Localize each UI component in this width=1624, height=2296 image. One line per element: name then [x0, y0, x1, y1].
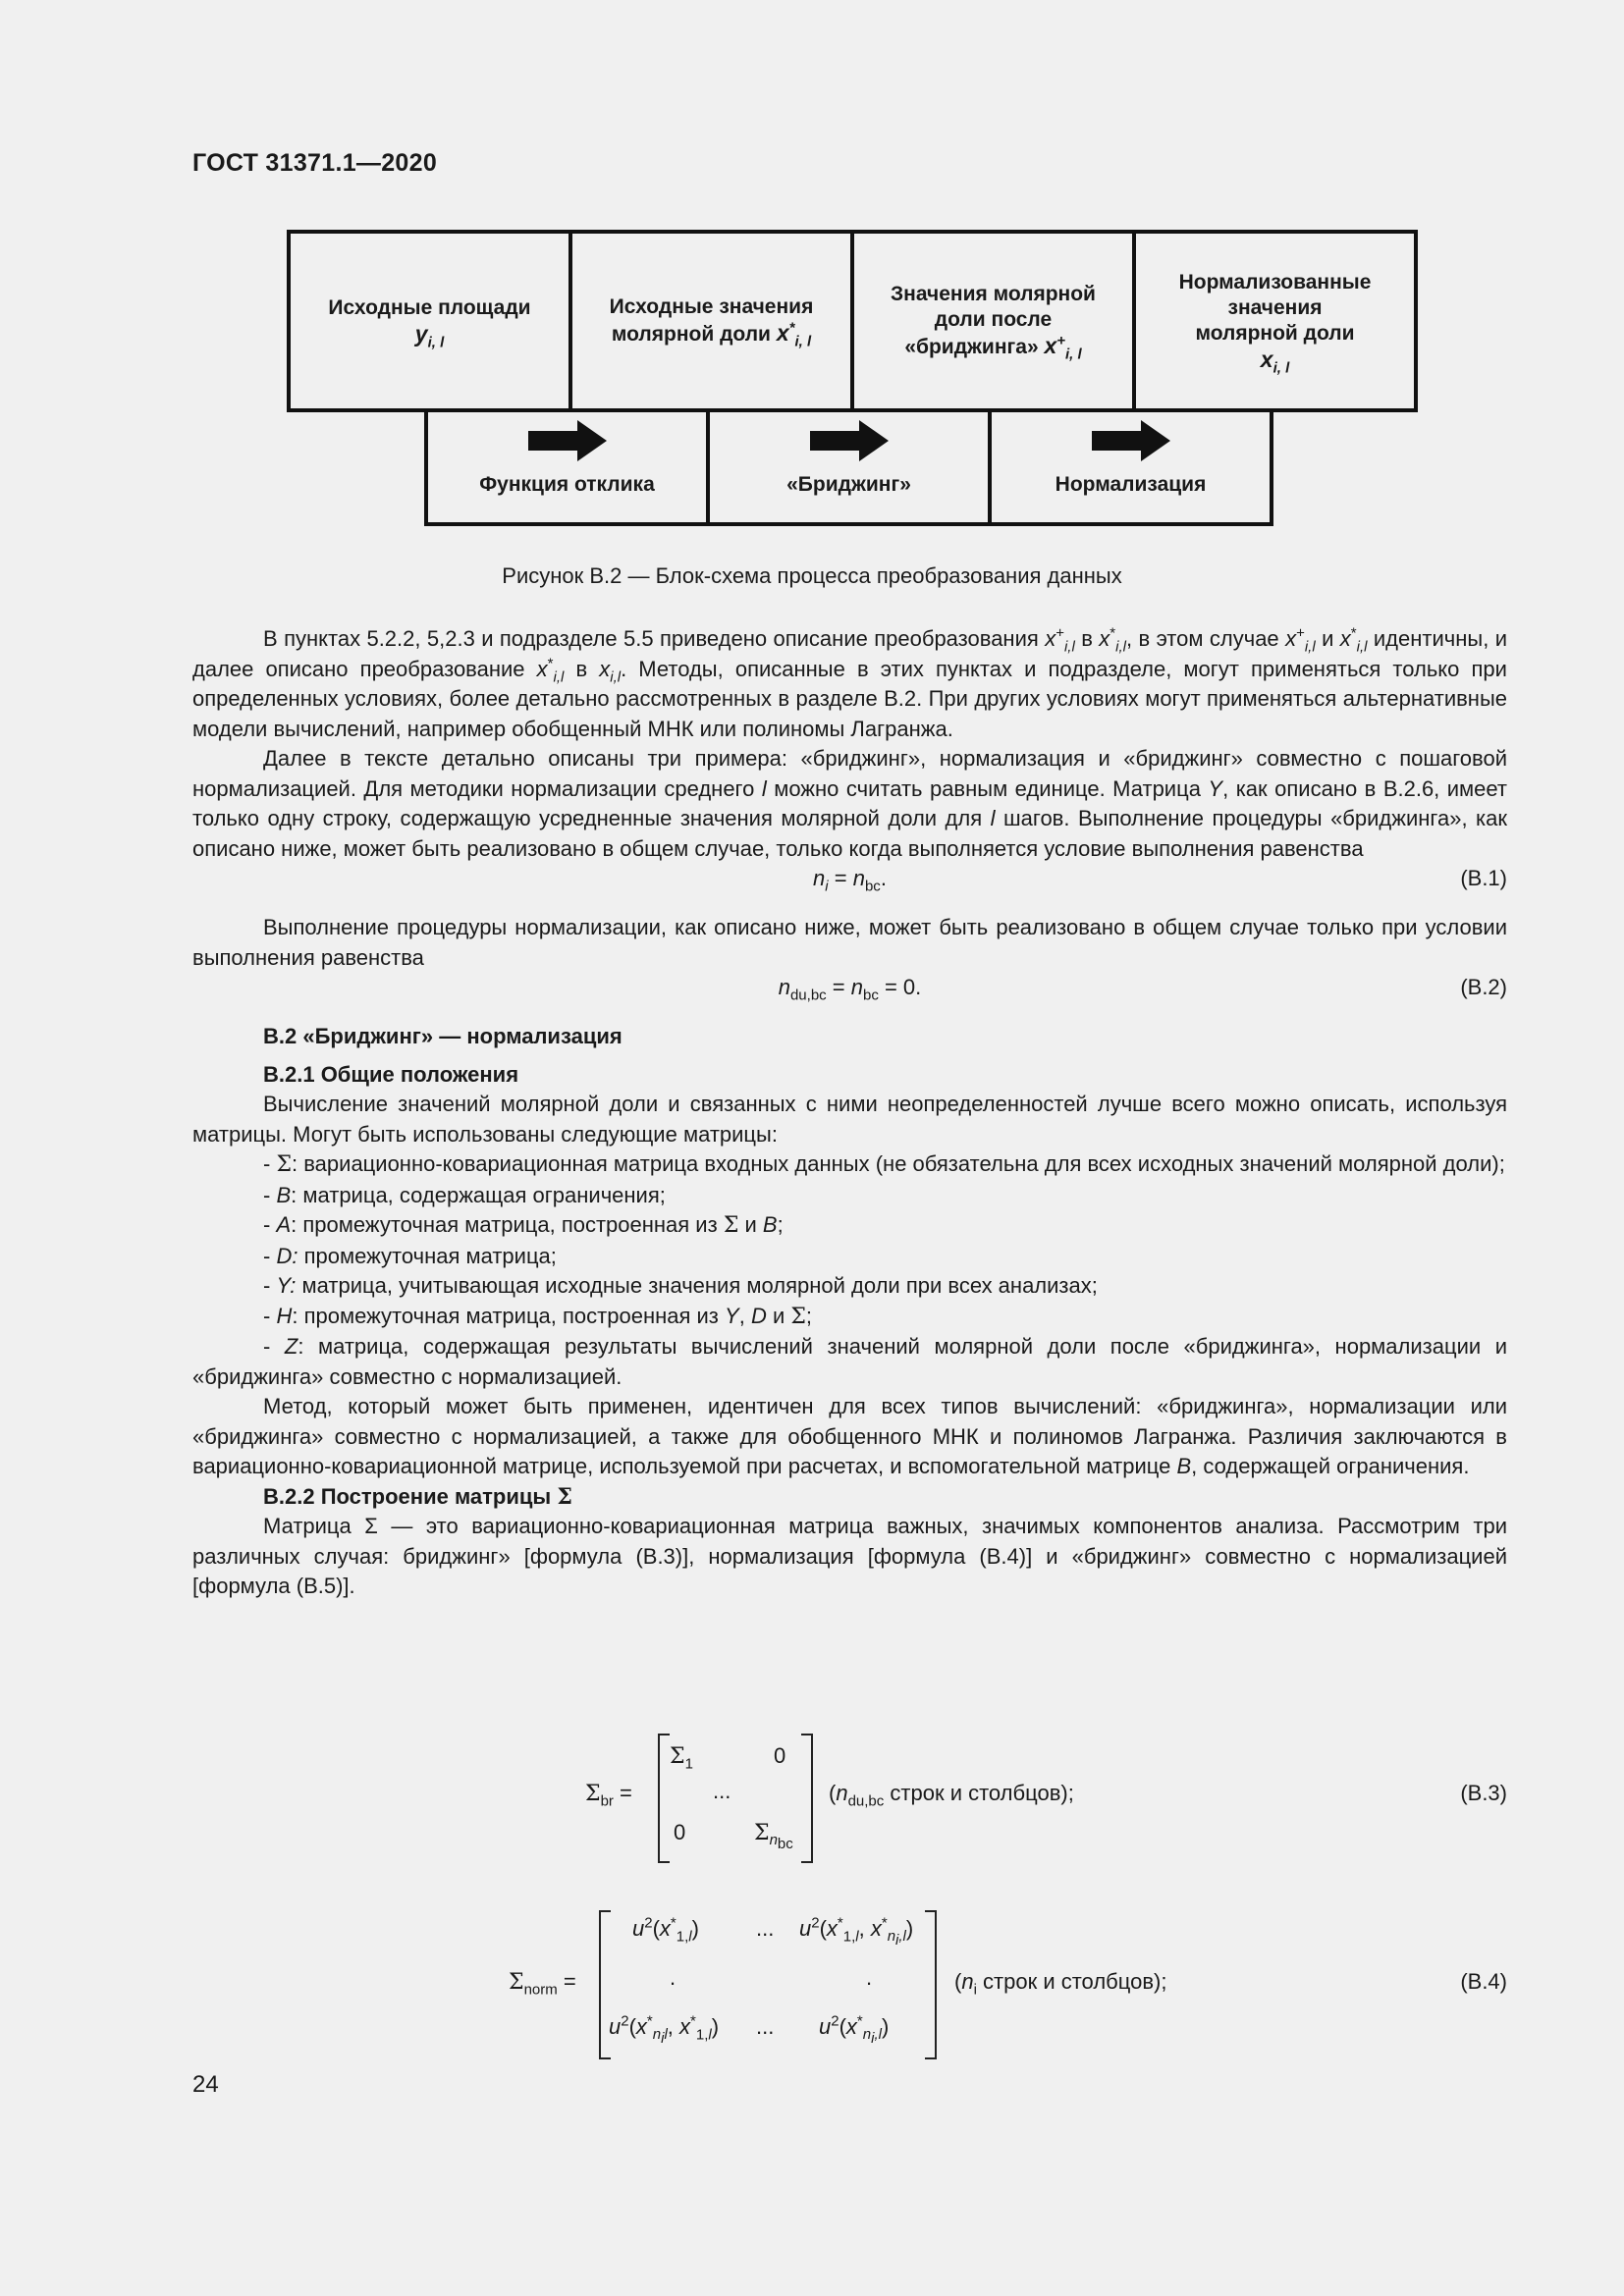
op-label: «Бриджинг» [786, 473, 911, 496]
paragraph: Далее в тексте детально описаны три примера: «бриджинг», нормализация и «бриджинг» совместно с пошаговой нормализацией. Для методики нормализации среднего l можно считать равным единице. Матрица Y, как описано в В.2.6, имеет только одну строку, содержащую усредненные значения молярной доли для l шагов. Выполнение процедуры «бриджинга», как описано ниже, может быть реализовано в общем случае, только когда выполняется условие выполнения равенства [192, 746, 1507, 861]
paragraph: В пунктах 5.2.2, 5,2.3 и подразделе 5.5 приведено описание преобразования $x^+_{i,l}$ в $x^*_{i,l}$, в этом случае $x^+_{i,l}$ и $x^*_{i,l}$ идентичны, и далее описано преобразование $x^*_{i,l}$ в $x_{i,l}$. Методы, описанные в этих пунктах и подразделе, могут применяться только при определенных условиях, более детально рассмотренных в разделе В.2. При других условиях могут применяться альтернативные модели вычислений, например обобщенный МНК или полиномы Лагранжа. [192, 624, 1507, 741]
section-heading-b2: В.2 «Бриджинг» — нормализация [263, 1024, 623, 1048]
box-label: Исходные площади [328, 296, 531, 319]
list-item: - H: промежуточная матрица, построенная из Y, D и Σ; [263, 1303, 813, 1329]
equation-number: (В.1) [1460, 866, 1507, 890]
equation-b2: $n_{du,bc} = n_{bc} = 0$. (В.2) [778, 975, 1507, 1004]
paragraph: Выполнение процедуры нормализации, как описано ниже, может быть реализовано в общем случае только при условии выполнения равенства [192, 915, 1507, 970]
diagram-row-states [287, 230, 1416, 412]
equation-b4: $\Sigma_{norm}$ = $u^2(x^*_{1,l})$ ... $u^2(x^*_{1,l}$, $x^*_{n_i,l}$) . . $u^2(x^*_{n_il}$, $x^*_{1,l}$) ... $u^2(x^*_{n_i,l})$ ($n_i$ строк и столбцов); (В.4) [192, 1908, 1507, 2065]
list-item: - Z: матрица, содержащая результаты вычислений значений молярной доли после «бриджинга», нормализации и «бриджинга» совместно с нормализацией. [192, 1334, 1507, 1389]
body-text [192, 624, 1507, 1602]
right-arrow-icon [528, 420, 607, 461]
box-bridging [706, 408, 992, 526]
list-item: - Σ: вариационно-ковариационная матрица входных данных (не обязательна для всех исходных значений молярной доли); [263, 1151, 1505, 1177]
op-label: Нормализация [1055, 473, 1207, 496]
box-normalization [988, 408, 1273, 526]
box-variable: $x_{i, l}$ [1260, 347, 1290, 377]
equation-number: (В.4) [1460, 1969, 1507, 1994]
list-item: - A: промежуточная матрица, построенная из Σ и B; [263, 1212, 784, 1238]
list-item: - D: промежуточная матрица; [263, 1243, 557, 1268]
page-number: 24 [192, 2071, 219, 2098]
right-arrow-icon [1092, 420, 1170, 461]
box-label: Нормализованные значения молярной доли [1178, 271, 1372, 345]
box-normalized-values [1132, 230, 1418, 412]
list-item: - B: матрица, содержащая ограничения; [263, 1182, 666, 1207]
section-heading-b22: В.2.2 Построение матрицы Σ [263, 1483, 572, 1510]
equation-b1: $n_i = n_{bc}$. (В.1) [813, 866, 1507, 895]
equation-number: (В.3) [1460, 1781, 1507, 1805]
right-arrow-icon [810, 420, 889, 461]
flow-diagram [287, 230, 1416, 526]
list-item: - Y: матрица, учитывающая исходные значения молярной доли при всех анализах; [263, 1273, 1098, 1298]
paragraph: Матрица Σ — это вариационно-ковариационная матрица важных, значимых компонентов анализа. Рассмотрим три различных случая: бриджинг» [формула (В.3)], нормализация [формула (В.4)] и «бриджинг» совместно с нормализацией [формула (В.5)]. [192, 1514, 1507, 1598]
paragraph: Метод, который может быть применен, идентичен для всех типов вычислений: «бриджинга», нормализации или «бриджинга» совместно с нормализацией, а также для обобщенного МНК и полиномов Лагранжа. Различия заключаются в вариационно-ковариационной матрице, используемой при расчетах, и вспомогательной матрице B, содержащей ограничения. [192, 1394, 1507, 1478]
box-label: Исходные значения молярной доли $x^*_{i, l}$ [609, 295, 814, 350]
box-label: Значения молярной доли после «бриджинга» $x^+_{i, l}$ [891, 283, 1096, 363]
paragraph: Вычисление значений молярной доли и связанных с ними неопределенностей лучше всего можно описать, используя матрицы. Могут быть использованы следующие матрицы: [192, 1092, 1507, 1147]
document-code: ГОСТ 31371.1—2020 [192, 149, 438, 177]
op-label: Функция отклика [479, 473, 655, 496]
box-initial-mole-fractions [568, 230, 854, 412]
equation-number: (В.2) [1460, 975, 1507, 999]
section-heading-b21: В.2.1 Общие положения [263, 1061, 519, 1087]
box-initial-areas [287, 230, 572, 412]
box-variable: $y_{i, l}$ [414, 321, 445, 351]
diagram-row-operations [424, 408, 1270, 526]
box-response-function [424, 408, 710, 526]
equation-b3: $\Sigma_{br}$ = $\Sigma_1$ 0 ... 0 $\Sigma_{n_{bc}}$ ($n_{du,bc}$ строк и столбцов); (В.3) [192, 1730, 1507, 1867]
box-bridged-mole-fractions [850, 230, 1136, 412]
figure-caption: Рисунок В.2 — Блок-схема процесса преобразования данных [502, 563, 1122, 588]
